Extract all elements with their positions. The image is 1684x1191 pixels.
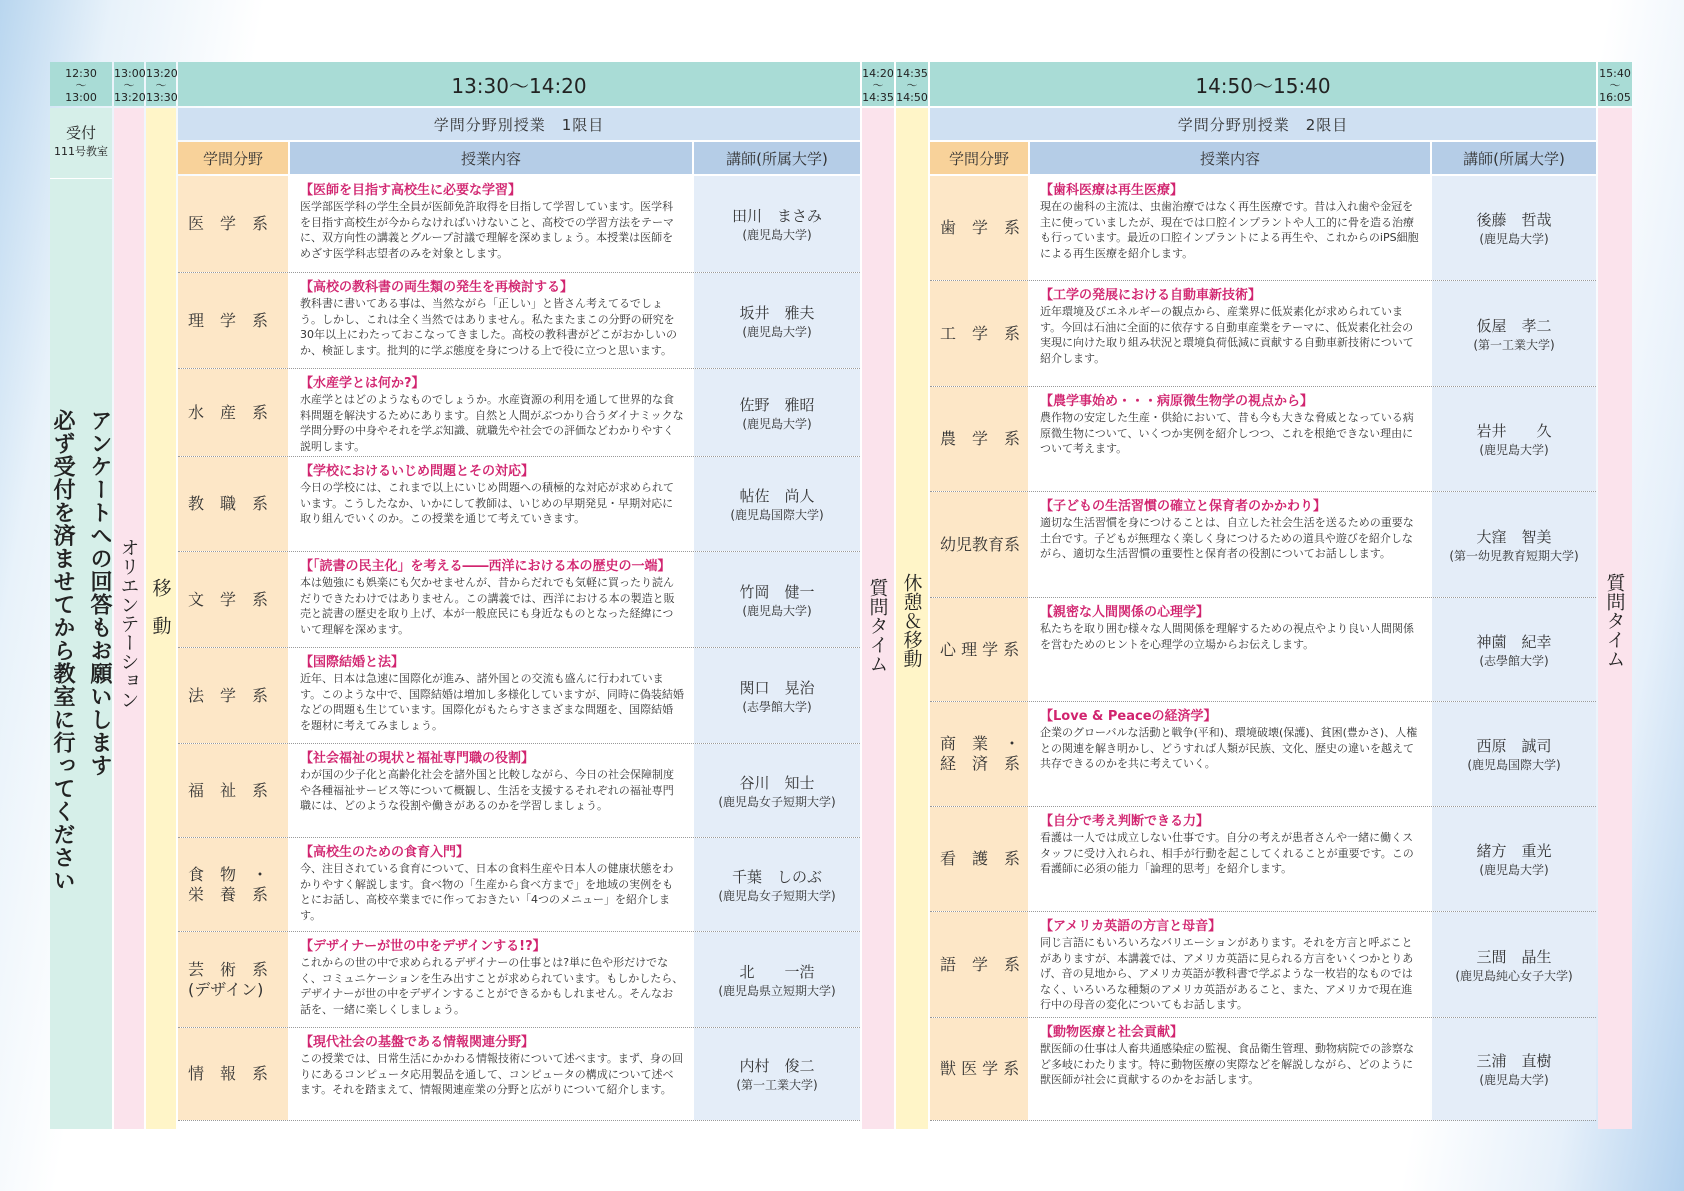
time-question2: 15:40 ～ 16:05 bbox=[1598, 62, 1632, 106]
field-name: 工 学 系 bbox=[930, 281, 1028, 386]
class-description: 教科書に書いてある事は、当然ながら「正しい」と皆さん考えてるでしょう。しかし、これは全く当然ではありません。私たまたまこの分野の研究を30年以上にわたっておこなってきました。高校の教科書がどこがおかしいのか、検証します。批判的に学ぶ態度を身につける上で役に立つと思います。 bbox=[300, 297, 677, 357]
table-row bbox=[178, 1028, 860, 1121]
class-description: 私たちを取り囲む様々な人間関係を理解するための視点やより良い人間関係を営むためのヒントを心理学の立場からお伝えします。 bbox=[1040, 622, 1414, 651]
class-description: 適切な生活習慣を身につけることは、自立した社会生活を送るための重要な土台です。子どもが無理なく楽しく身につけるための道具や遊びを紹介しながら、適切な生活習慣の重要性と保育者の役割についてお話しします。 bbox=[1040, 516, 1414, 560]
field-name: 獣 医 学 系 bbox=[930, 1018, 1028, 1120]
class-title: 【親密な人間関係の心理学】 bbox=[1040, 605, 1210, 620]
table-row bbox=[178, 648, 860, 744]
question-time-label-2: 質問タイム bbox=[1603, 573, 1626, 668]
teacher-name: 坂井 雅夫 bbox=[739, 303, 815, 322]
teacher-university: (鹿児島大学) bbox=[1479, 1073, 1549, 1087]
field-name: 教 職 系 bbox=[178, 457, 288, 551]
session2-title: 学問分野別授業 2限目 bbox=[930, 108, 1596, 140]
class-description: 今、注目されている食育について、日本の食料生産や日本人の健康状態をわかりやすく解説します。食べ物の「生産から食べ方まで」を地域の実例をもとにお話し、高校卒業までに作っておきたい「4つのメニュー」を紹介します。 bbox=[300, 862, 674, 922]
orientation-label: オリエンテーション bbox=[117, 538, 140, 709]
class-content bbox=[290, 648, 692, 743]
session1-col-field: 学問分野 bbox=[178, 142, 288, 174]
class-description: 今日の学校には、これまで以上にいじめ問題への積極的な対応が求められています。こうしたなか、いかにして教師は、いじめの早期発見・早期対応に取り組んでいくのか。この授業を通じて考えていきます。 bbox=[300, 481, 674, 525]
class-content bbox=[1030, 281, 1430, 386]
teacher-university: (第一幼児教育短期大学) bbox=[1449, 548, 1579, 563]
session1-col-teacher: 講師(所属大学) bbox=[694, 142, 860, 174]
class-content bbox=[1030, 598, 1430, 701]
teacher-name: 田川 まさみ bbox=[731, 207, 822, 225]
table-row bbox=[178, 273, 860, 369]
time-move: 13:20 ～ 13:30 bbox=[146, 62, 176, 106]
class-content bbox=[1030, 1018, 1430, 1120]
class-description: 同じ言語にもいろいろなバリエーションがあります。それを方言と呼ぶことがありますが、本講義では、アメリカ英語に見られる方言をいくつかとりあげ、音の見地から、アメリカ英語が教科書で学ぶような一枚岩的なものではなく、いろいろな種類のアメリカ英語があること、また、アメリカで現在進行中の母音の変化についてもお話します。 bbox=[1040, 936, 1414, 1011]
class-content bbox=[1030, 492, 1430, 597]
table-row bbox=[178, 176, 860, 273]
class-title: 【農学事始め・・・病原微生物学の視点から】 bbox=[1040, 394, 1314, 409]
table-row bbox=[178, 552, 860, 648]
teacher bbox=[1432, 281, 1596, 386]
class-content bbox=[290, 932, 692, 1027]
teacher-name: 西原 誠司 bbox=[1476, 737, 1552, 755]
class-title: 【学校におけるいじめ問題とその対応】 bbox=[300, 464, 535, 479]
teacher-university: (第一工業大学) bbox=[736, 1078, 818, 1092]
teacher bbox=[694, 369, 860, 456]
session2-col-teacher: 講師(所属大学) bbox=[1432, 142, 1596, 174]
reception-label: 受付 bbox=[65, 124, 96, 142]
table-row bbox=[930, 1018, 1596, 1121]
teacher-name: 谷川 知士 bbox=[739, 773, 815, 792]
time-question1: 14:20 ～ 14:35 bbox=[862, 62, 894, 106]
teacher-name: 仮屋 孝二 bbox=[1476, 316, 1552, 335]
class-title: 【国際結婚と法】 bbox=[300, 655, 405, 670]
break-label: 休憩＆移動 bbox=[900, 573, 923, 668]
table-row bbox=[178, 744, 860, 838]
field-name: 語 学 系 bbox=[930, 912, 1028, 1017]
teacher-name: 緒方 重光 bbox=[1476, 842, 1552, 860]
class-title: 【社会福祉の現状と福祉専門職の役割】 bbox=[300, 751, 535, 766]
teacher bbox=[1432, 492, 1596, 597]
teacher-name: 岩井 久 bbox=[1476, 422, 1552, 440]
class-title: 【自分で考え判断できる力】 bbox=[1040, 814, 1210, 829]
class-title: 【高校の教科書の両生類の発生を再検討する】 bbox=[300, 280, 574, 295]
teacher bbox=[694, 457, 860, 551]
class-content bbox=[1030, 912, 1430, 1017]
class-description: 近年環境及びエネルギーの観点から、産業界に低炭素化が求められています。今回は石油に全面的に依存する自動車産業をテーマに、低炭素化社会の実現に向けた取り組み状況と環境負荷低減に貢献する自動車新技術について紹介します。 bbox=[1040, 305, 1414, 365]
teacher-university: (鹿児島大学) bbox=[742, 416, 812, 431]
class-description: この授業では、日常生活にかかわる情報技術について述べます。まず、身の回りにあるコンピュータ応用製品を通して、コンピュータの構成について述べます。それを踏まえて、情報関連産業の分野と広がりについて紹介します。 bbox=[300, 1052, 684, 1096]
session2-time: 14:50～15:40 bbox=[930, 62, 1596, 106]
class-title: 【歯科医療は再生医療】 bbox=[1040, 183, 1184, 198]
teacher-name: 三間 晶生 bbox=[1476, 947, 1552, 966]
time-reception: 12:30 ～ 13:00 bbox=[50, 62, 112, 106]
teacher bbox=[694, 1028, 860, 1120]
teacher-name: 三浦 直樹 bbox=[1476, 1052, 1552, 1070]
field-name: 歯 学 系 bbox=[930, 176, 1028, 280]
field-name: 水 産 系 bbox=[178, 369, 288, 456]
class-description: これからの世の中で求められるデザイナーの仕事とは?単に色や形だけでなく、コミュニケーションを生み出すことが求められています。もしかしたら、デザイナーが世の中をデザインすることができるかもしれません。そんなお話を、一緒に楽しくしましょう。 bbox=[300, 956, 684, 1016]
field-name: 情 報 系 bbox=[178, 1028, 288, 1120]
teacher bbox=[694, 273, 860, 368]
teacher bbox=[694, 552, 860, 647]
field-name: 福 祉 系 bbox=[178, 744, 288, 837]
teacher bbox=[1432, 912, 1596, 1017]
time-break: 14:35 ～ 14:50 bbox=[896, 62, 928, 106]
break-column bbox=[896, 108, 928, 1129]
teacher bbox=[1432, 1018, 1596, 1120]
class-title: 【デザイナーが世の中をデザインする!?】 bbox=[300, 939, 546, 954]
field-name: 法 学 系 bbox=[178, 648, 288, 743]
session1-col-content: 授業内容 bbox=[290, 142, 692, 174]
table-row bbox=[930, 807, 1596, 912]
teacher bbox=[1432, 598, 1596, 701]
table-row bbox=[178, 457, 860, 552]
teacher-name: 佐野 雅昭 bbox=[739, 395, 815, 414]
table-row bbox=[930, 281, 1596, 387]
class-description: 医学部医学科の学生全員が医師免許取得を目指して学習しています。医学科を目指す高校生が今からなければいけないこと、高校での学習方法をテーマに、双方向性の講義とグループ討議で理解を深めましょう。本授業は医師をめざす医学科志望者のみを対象とします。 bbox=[300, 200, 674, 260]
teacher-name: 北 一浩 bbox=[739, 962, 815, 981]
class-title: 【動物医療と社会貢献】 bbox=[1040, 1025, 1184, 1040]
teacher-university: (志學館大学) bbox=[742, 699, 812, 714]
class-title: 【子どもの生活習慣の確立と保育者のかかわり】 bbox=[1040, 499, 1327, 514]
class-description: 水産学とはどのようなものでしょうか。水産資源の利用を通して世界的な食料問題を解決するためにあります。自然と人間がぶつかり合うダイナミックな学問分野の中身やそれを学ぶ知識、就職先や社会での評価などわかりやすく説明します。 bbox=[300, 393, 684, 453]
teacher bbox=[694, 838, 860, 931]
teacher bbox=[1432, 176, 1596, 280]
teacher-name: 神薗 紀幸 bbox=[1476, 632, 1552, 651]
teacher bbox=[694, 648, 860, 743]
field-name: 幼児教育系 bbox=[930, 492, 1028, 597]
class-content bbox=[290, 176, 692, 272]
class-title: 【Love & Peaceの経済学】 bbox=[1040, 709, 1217, 724]
teacher-name: 大窪 智美 bbox=[1476, 527, 1552, 546]
class-description: 農作物の安定した生産・供給において、昔も今も大きな脅威となっている病原微生物について、いくつか実例を紹介しつつ、これを根絶できない理由について考えます。 bbox=[1040, 411, 1414, 455]
teacher-university: (鹿児島女子短期大学) bbox=[718, 888, 836, 903]
field-name: 商 業 ・ 経 済 系 bbox=[930, 702, 1028, 806]
class-content bbox=[290, 273, 692, 368]
teacher-university: (第一工業大学) bbox=[1473, 337, 1555, 352]
reception-notice-2: 必ず受付を済ませてから教室に行ってください bbox=[50, 409, 75, 892]
question-time-column-2 bbox=[1598, 108, 1632, 1129]
field-name: 看 護 系 bbox=[930, 807, 1028, 911]
class-content bbox=[290, 1028, 692, 1120]
reception-column bbox=[50, 108, 112, 1129]
teacher-university: (鹿児島大学) bbox=[1479, 443, 1549, 457]
reception-notice-1: アンケートへの回答もお願いします bbox=[87, 409, 112, 777]
class-content bbox=[290, 744, 692, 837]
class-content bbox=[290, 369, 692, 456]
teacher-university: (鹿児島大学) bbox=[742, 603, 812, 618]
class-content bbox=[290, 552, 692, 647]
teacher-name: 竹岡 健一 bbox=[739, 582, 815, 601]
move-label: 移 動 bbox=[149, 578, 172, 635]
field-name: 理 学 系 bbox=[178, 273, 288, 368]
class-title: 【現代社会の基盤である情報関連分野】 bbox=[300, 1035, 535, 1050]
field-name: 食 物 ・ 栄 養 系 bbox=[178, 838, 288, 931]
session1-time: 13:30～14:20 bbox=[178, 62, 860, 106]
teacher-university: (鹿児島女子短期大学) bbox=[718, 794, 836, 809]
session2-col-content: 授業内容 bbox=[1030, 142, 1430, 174]
field-name: 農 学 系 bbox=[930, 387, 1028, 491]
class-title: 【「読書の民主化」を考える――西洋における本の歴史の一端】 bbox=[300, 559, 671, 574]
teacher bbox=[694, 932, 860, 1027]
class-content bbox=[1030, 387, 1430, 491]
session2-col-field: 学問分野 bbox=[930, 142, 1028, 174]
table-row bbox=[930, 492, 1596, 598]
teacher-university: (志學館大学) bbox=[1479, 653, 1549, 668]
field-name: 心 理 学 系 bbox=[930, 598, 1028, 701]
table-row bbox=[930, 912, 1596, 1018]
table-row bbox=[178, 369, 860, 457]
question-time-label-1: 質問タイム bbox=[866, 578, 889, 673]
teacher-university: (鹿児島国際大学) bbox=[1467, 758, 1561, 772]
class-description: 現在の歯科の主流は、虫歯治療ではなく再生医療です。昔は入れ歯や金冠を主に使っていましたが、現在では口腔インプラントや人工的に骨を造る治療も行っています。最近の口腔インプラントによる再生や、これからのiPS細胞による再生医療を紹介します。 bbox=[1040, 200, 1419, 260]
teacher-name: 帖佐 尚人 bbox=[739, 487, 815, 505]
teacher bbox=[694, 744, 860, 837]
field-name: 医 学 系 bbox=[178, 176, 288, 272]
teacher-university: (鹿児島国際大学) bbox=[730, 508, 824, 522]
class-title: 【水産学とは何か?】 bbox=[300, 376, 425, 391]
teacher bbox=[1432, 807, 1596, 911]
class-title: 【アメリカ英語の方言と母音】 bbox=[1040, 919, 1222, 934]
class-content bbox=[1030, 807, 1430, 911]
class-content bbox=[1030, 702, 1430, 806]
class-content bbox=[1030, 176, 1430, 280]
reception-room: 111号教室 bbox=[54, 145, 108, 158]
table-row bbox=[178, 932, 860, 1028]
class-description: 本は勉強にも娯楽にも欠かせませんが、昔からだれでも気軽に買ったり読んだりできたわけではありません。この講義では、西洋における本の製造と販売と読書の歴史を取り上げ、本が一般庶民にも身近なものとなった経緯について理解を深めます。 bbox=[300, 576, 675, 636]
teacher-university: (鹿児島大学) bbox=[742, 228, 812, 242]
orientation-column bbox=[114, 108, 144, 1129]
class-title: 【医師を目指す高校生に必要な学習】 bbox=[300, 183, 522, 198]
class-description: 近年、日本は急速に国際化が進み、諸外国との交流も盛んに行われています。このような中で、国際結婚は増加し多様化していますが、同時に偽装結婚などの問題も生じています。国際化がもたらすさまざまな問題を、国際結婚を題材に考えてみましょう。 bbox=[300, 672, 684, 732]
teacher-university: (鹿児島大学) bbox=[1479, 863, 1549, 877]
class-title: 【高校生のための食育入門】 bbox=[300, 845, 470, 860]
field-name: 芸 術 系 (デザイン) bbox=[178, 932, 288, 1027]
teacher bbox=[1432, 702, 1596, 806]
class-description: 企業のグローバルな活動と戦争(平和)、環境破壊(保護)、貧困(豊かさ)、人権との関連を解き明かし、どうすれば人類が民族、文化、歴史の違いを越えて共存できるのかを共に考えていく。 bbox=[1040, 726, 1418, 770]
class-title: 【工学の発展における自動車新技術】 bbox=[1040, 288, 1262, 303]
teacher-name: 内村 俊二 bbox=[739, 1057, 815, 1075]
table-row bbox=[930, 387, 1596, 492]
session1-title: 学問分野別授業 1限目 bbox=[178, 108, 860, 140]
teacher-university: (鹿児島大学) bbox=[1479, 232, 1549, 246]
class-description: 看護は一人では成立しない仕事です。自分の考えが患者さんや一緒に働くスタッフに受け入れられ、相手が行動を起こしてくれることが重要です。この看護師に必須の能力「論理的思考」を紹介します。 bbox=[1040, 831, 1414, 875]
table-row bbox=[930, 176, 1596, 281]
table-row bbox=[930, 702, 1596, 807]
teacher-university: (鹿児島純心女子大学) bbox=[1455, 968, 1573, 983]
teacher-name: 千葉 しのぶ bbox=[731, 867, 822, 886]
teacher bbox=[694, 176, 860, 272]
teacher-name: 後藤 哲哉 bbox=[1476, 211, 1552, 229]
teacher bbox=[1432, 387, 1596, 491]
teacher-university: (鹿児島県立短期大学) bbox=[718, 983, 836, 998]
time-orientation: 13:00 ～ 13:20 bbox=[114, 62, 144, 106]
question-time-column-1 bbox=[862, 108, 894, 1129]
class-content bbox=[290, 838, 692, 931]
teacher-university: (鹿児島大学) bbox=[742, 324, 812, 339]
class-description: 獣医師の仕事は人畜共通感染症の監視、食品衛生管理、動物病院での診察など多岐にわたります。特に動物医療の実際などを解説しながら、どのように獣医師が社会に貢献するのかをお話します。 bbox=[1040, 1042, 1414, 1086]
class-description: わが国の少子化と高齢化社会を諸外国と比較しながら、今日の社会保障制度や各種福祉サービス等について概観し、生活を支援するそれぞれの福祉専門職には、どのような役割や働きがあるのかを学習しましょう。 bbox=[300, 768, 674, 812]
class-content bbox=[290, 457, 692, 551]
teacher-name: 関口 晃治 bbox=[739, 678, 815, 697]
table-row bbox=[930, 598, 1596, 702]
move-column bbox=[146, 108, 176, 1129]
field-name: 文 学 系 bbox=[178, 552, 288, 647]
table-row bbox=[178, 838, 860, 932]
